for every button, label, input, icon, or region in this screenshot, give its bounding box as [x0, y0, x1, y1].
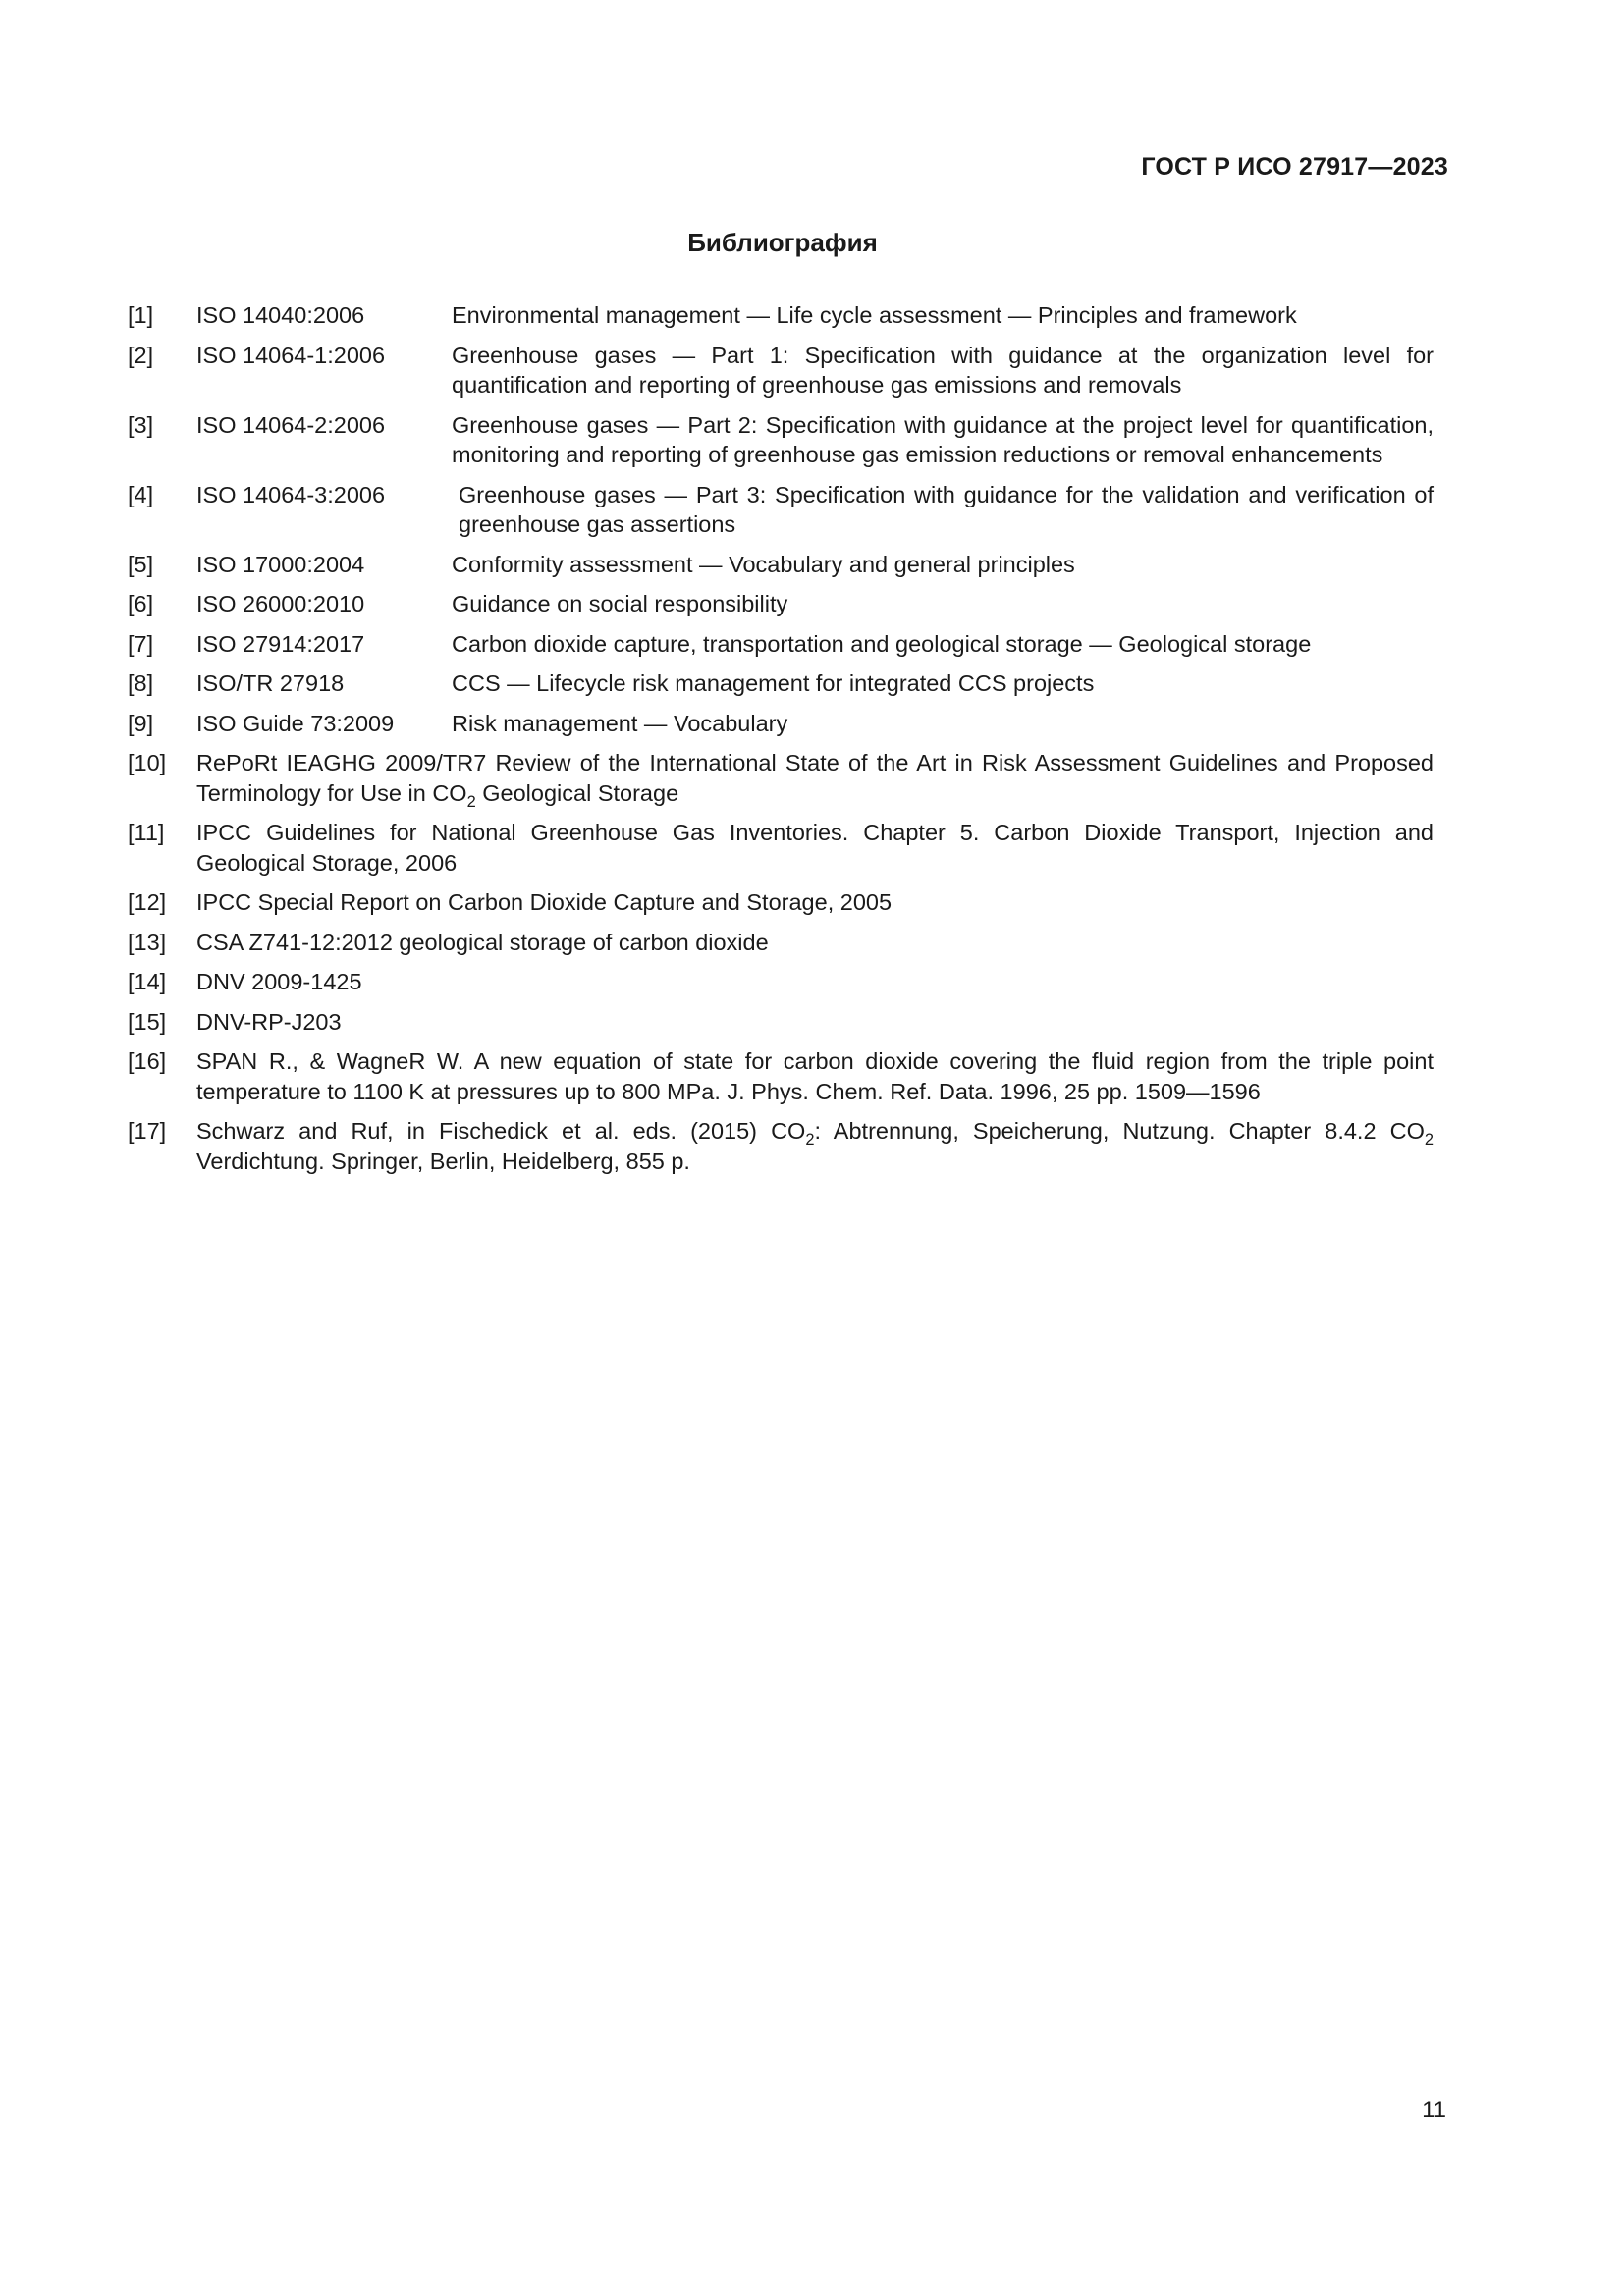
entry-number: [9] [128, 710, 154, 736]
entry-number: [4] [128, 481, 154, 507]
entry-standard-code: ISO 27914:2017 [196, 630, 365, 657]
entry-standard-code: ISO 14064-3:2006 [196, 481, 386, 507]
bibliography-entry [128, 748, 1434, 811]
page-number: 11 [1422, 2097, 1446, 2123]
bibliography-entry [128, 1116, 1434, 1176]
entry-title: Guidance on social responsibility [452, 591, 788, 616]
bibliography-entry [128, 410, 1434, 470]
entry-standard-code: ISO 14040:2006 [196, 302, 365, 328]
bibliography-entry [128, 1007, 1434, 1038]
entry-number: [14] [128, 969, 167, 994]
entry-title: Conformity assessment — Vocabulary and general principles [452, 551, 1075, 577]
entry-title: Risk management — Vocabulary [452, 710, 788, 736]
entry-number: [1] [128, 302, 154, 328]
entry-standard-code: ISO 17000:2004 [196, 551, 365, 577]
bibliography-entry [128, 550, 1434, 580]
entry-title: DNV 2009-1425 [196, 969, 362, 994]
bibliography-entry [128, 341, 1434, 400]
entry-number: [13] [128, 929, 167, 955]
entry-number: [7] [128, 630, 154, 657]
bibliography-title: Библиография [687, 228, 878, 257]
entry-number: [2] [128, 342, 154, 368]
bibliography-entry [128, 589, 1434, 619]
bibliography-entry [128, 480, 1434, 540]
bibliography-entry [128, 967, 1434, 997]
bibliography-entry [128, 629, 1434, 660]
entry-number: [12] [128, 889, 167, 915]
entry-title: Greenhouse gases — Part 3: Specification with guidance for the validation and verification of greenhouse gas assertions [459, 481, 1434, 537]
entry-title: Carbon dioxide capture, transportation and geological storage — Geological storage [452, 630, 1312, 657]
subscript: 2 [805, 1130, 815, 1148]
entry-number: [3] [128, 411, 154, 438]
bibliography-entry [128, 668, 1434, 699]
entry-number: [15] [128, 1008, 167, 1035]
entry-title: Schwarz and Ruf, in Fischedick et al. eds. (2015) $CO_2$: Abtrennung, Speicherung, Nutzung. Chapter 8.4.2 $CO_2$ Verdichtung. Springer, Berlin, Heidelberg, 855 p. [196, 1118, 1434, 1174]
entry-standard-code: ISO Guide 73:2009 [196, 710, 395, 736]
entry-title: IPCC Guidelines for National Greenhouse Gas Inventories. Chapter 5. Carbon Dioxide Transport, Injection and Geological Storage, 2006 [196, 820, 1434, 876]
entry-number: [10] [128, 750, 167, 775]
bibliography-entry [128, 1046, 1434, 1106]
document-id: ГОСТ Р ИСО 27917—2023 [1141, 153, 1448, 181]
subscript: 2 [1424, 1130, 1434, 1148]
entry-title: Greenhouse gases — Part 2: Specification with guidance at the project level for quantification, monitoring and reporting of greenhouse gas emission reductions or removal enhancements [452, 411, 1434, 467]
entry-title: CCS — Lifecycle risk management for integrated CCS projects [452, 670, 1095, 696]
bibliography-entry [128, 928, 1434, 958]
bibliography-list [128, 300, 1434, 1186]
bibliography-entry [128, 709, 1434, 739]
entry-number: [8] [128, 670, 154, 696]
entry-title: DNV-RP-J203 [196, 1008, 342, 1035]
entry-title: Greenhouse gases — Part 1: Specification with guidance at the organization level for quantification and reporting of greenhouse gas emissions and removals [452, 342, 1434, 398]
bibliography-entry [128, 818, 1434, 878]
entry-title: IPCC Special Report on Carbon Dioxide Capture and Storage, 2005 [196, 889, 893, 915]
bibliography-entry [128, 887, 1434, 918]
subscript: 2 [466, 792, 476, 811]
entry-number: [11] [128, 820, 165, 845]
entry-number: [5] [128, 551, 154, 577]
entry-title: SPAN R., & WagneR W. A new equation of state for carbon dioxide covering the fluid region from the triple point temperature to 1100 K at pressures up to 800 MPa. J. Phys. Chem. Ref. Data. 1996, 25 pp. 1509—1596 [196, 1048, 1434, 1104]
entry-standard-code: ISO 14064-1:2006 [196, 342, 386, 368]
entry-title: RePoRt IEAGHG 2009/TR7 Review of the International State of the Art in Risk Assessment Guidelines and Proposed Terminology for Use in $CO_2$ Geological Storage [196, 750, 1434, 811]
entry-standard-code: ISO/TR 27918 [196, 670, 345, 696]
entry-number: [16] [128, 1048, 167, 1074]
entry-number: [6] [128, 591, 154, 616]
entry-number: [17] [128, 1118, 167, 1144]
entry-standard-code: ISO 14064-2:2006 [196, 411, 386, 438]
bibliography-entry [128, 300, 1434, 331]
entry-title: CSA Z741-12:2012 geological storage of carbon dioxide [196, 929, 769, 955]
entry-standard-code: ISO 26000:2010 [196, 591, 365, 616]
entry-title: Environmental management — Life cycle assessment — Principles and framework [452, 302, 1297, 328]
